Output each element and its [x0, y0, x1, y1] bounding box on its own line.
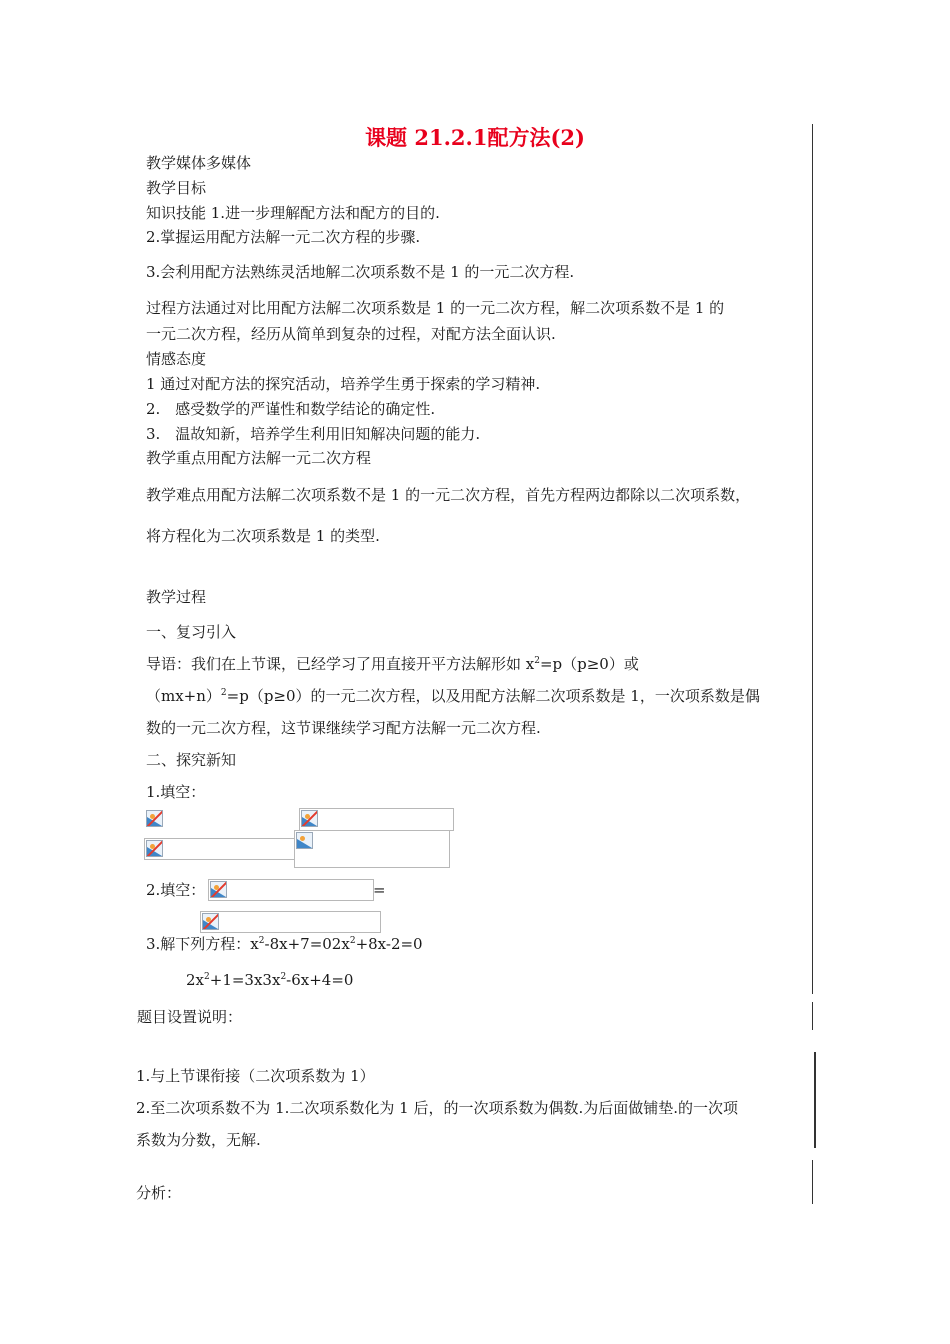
- broken-image-icon: [301, 810, 318, 827]
- knowledge-line: 2.掌握运用配方法解一元二次方程的步骤.: [146, 228, 421, 246]
- notes-item: 2.至二次项系数不为 1.二次项系数化为 1 后，的一次项系数为偶数.为后面做铺垫.的一次项: [136, 1099, 739, 1117]
- knowledge-line: 3.会利用配方法熟练灵活地解二次项系数不是 1 的一元二次方程.: [146, 263, 575, 281]
- process-method-line: 一元二次方程，经历从简单到复杂的过程，对配方法全面认识.: [146, 325, 556, 343]
- notes-item: 系数为分数，无解.: [136, 1131, 261, 1149]
- teaching-media: 教学媒体多媒体: [146, 154, 252, 172]
- process-method-line: 过程方法通过对比用配方法解二次项系数是 1 的一元二次方程，解二次项系数不是 1 的: [146, 299, 725, 317]
- broken-image-icon: [210, 881, 227, 898]
- intro-line: $(mx+n)^2=p(p\ge 0)$的一元二次方程，以及用配方法解二次项系数是 1，一次项系数是偶: [146, 687, 760, 705]
- section-review: 一、复习引入: [146, 623, 237, 641]
- key-point: 教学重点用配方法解一元二次方程: [146, 449, 372, 467]
- section-explore: 二、探究新知: [146, 751, 237, 769]
- difficulty-line: 教学难点用配方法解二次项系数不是 1 的一元二次方程，首先方程两边都除以二次项系数，: [146, 486, 751, 504]
- margin-rule: [812, 1160, 813, 1204]
- equals-sign: =: [373, 881, 386, 899]
- emotion-heading: 情感态度: [146, 350, 207, 368]
- difficulty-line: 将方程化为二次项系数是 1 的类型.: [146, 527, 380, 545]
- broken-image-icon: [146, 840, 163, 857]
- solve-equations: 3.解下列方程：$x^2-8x+7=02x^2+8x-2=0$: [146, 935, 423, 953]
- fill-in-2: 2.填空：: [146, 881, 206, 899]
- intro-line: 数的一元二次方程，这节课继续学习配方法解一元二次方程.: [146, 719, 541, 737]
- formula-image: [294, 830, 450, 868]
- fill-in-1: 1.填空：: [146, 783, 206, 801]
- intro-line: 导语：我们在上节课，已经学习了用直接开平方法解形如 $x^2=p(p\ge 0)$或: [146, 655, 639, 673]
- margin-rule: [812, 124, 813, 994]
- formula-image: [208, 879, 374, 901]
- notes-heading: 题目设置说明：: [137, 1008, 243, 1026]
- emotion-item: 1 通过对配方法的探究活动，培养学生勇于探索的学习精神.: [146, 375, 541, 393]
- notes-item: 1.与上节课衔接（二次项系数为 1）: [136, 1067, 375, 1085]
- margin-rule: [814, 1052, 816, 1148]
- analysis-heading: 分析：: [136, 1184, 182, 1202]
- solve-equations-2: $2x^2+1=3x3x^2-6x+4=0$: [186, 971, 354, 989]
- formula-image: [200, 911, 381, 933]
- page-title: 课题 21.2.1配方法(2): [365, 125, 585, 150]
- formula-image: [144, 838, 296, 860]
- teaching-goals-heading: 教学目标: [146, 179, 207, 197]
- emotion-item: 3. 温故知新，培养学生利用旧知解决问题的能力.: [146, 425, 481, 443]
- margin-rule: [812, 1002, 813, 1030]
- formula-image: [299, 808, 454, 831]
- process-heading: 教学过程: [146, 588, 207, 606]
- broken-image-icon: [146, 810, 163, 827]
- broken-image-icon: [296, 832, 313, 849]
- emotion-item: 2. 感受数学的严谨性和数学结论的确定性.: [146, 400, 436, 418]
- broken-image-icon: [202, 913, 219, 930]
- knowledge-line: 知识技能 1.进一步理解配方法和配方的目的.: [146, 204, 440, 222]
- formula-image: [144, 808, 298, 830]
